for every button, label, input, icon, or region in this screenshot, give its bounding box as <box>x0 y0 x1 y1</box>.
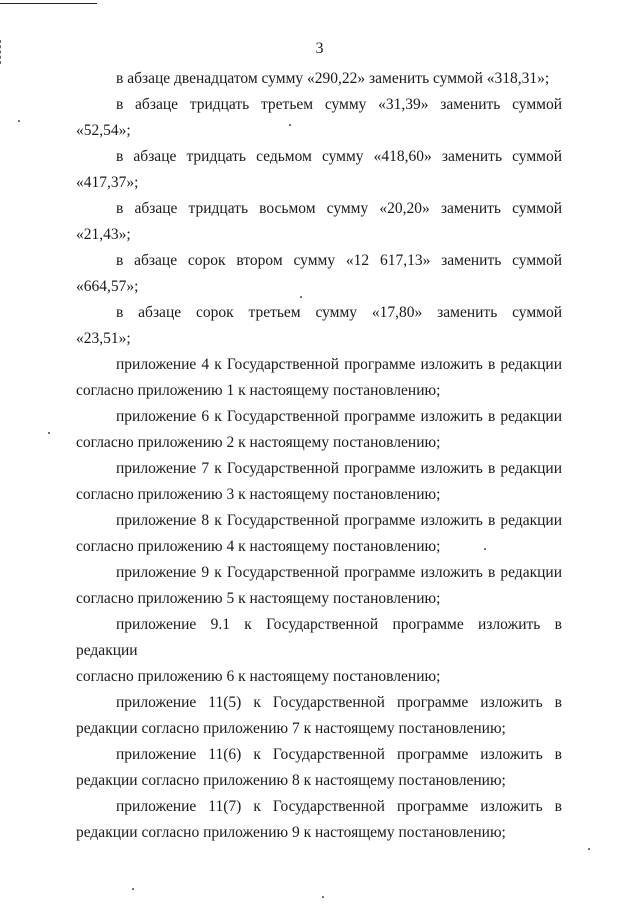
document-body <box>76 66 562 846</box>
paragraph-continuation-line: согласно приложению 5 к настоящему постановлению; <box>76 590 441 607</box>
paragraph <box>76 66 562 92</box>
page-number: 3 <box>315 40 324 57</box>
paragraph <box>76 690 562 742</box>
paragraph-continuation-line: согласно приложению 1 к настоящему постановлению; <box>76 382 441 399</box>
paragraph-first-line: в абзаце тридцать седьмом сумму «418,60» заменить суммой <box>116 148 562 165</box>
scan-edge-line <box>0 3 97 4</box>
paragraph <box>76 196 562 248</box>
paragraph-first-line: приложение 11(6) к Государственной программе изложить в <box>116 746 562 763</box>
paragraph-continuation-line: редакции согласно приложению 9 к настоящему постановлению; <box>76 824 506 841</box>
scan-speck <box>484 548 486 550</box>
scan-speck <box>322 896 324 898</box>
paragraph <box>76 144 562 196</box>
paragraph-first-line: приложение 9.1 к Государственной программе изложить в редакции <box>76 616 562 659</box>
paragraph <box>76 612 562 690</box>
paragraph-continuation-line: согласно приложению 3 к настоящему постановлению; <box>76 486 441 503</box>
paragraph <box>76 404 562 456</box>
paragraph-first-line: в абзаце сорок втором сумму «12 617,13» заменить суммой <box>116 252 562 269</box>
paragraph <box>76 794 562 846</box>
scan-speck <box>289 124 291 126</box>
paragraph-continuation-line: согласно приложению 4 к настоящему постановлению; <box>76 538 441 555</box>
paragraph-first-line: приложение 4 к Государственной программе изложить в редакции <box>116 356 562 373</box>
paragraph-continuation-line: «664,57»; <box>76 278 139 295</box>
paragraph <box>76 742 562 794</box>
scan-speck <box>300 296 302 298</box>
paragraph-continuation-line: редакции согласно приложению 7 к настоящему постановлению; <box>76 720 506 737</box>
paragraph-first-line: приложение 6 к Государственной программе изложить в редакции <box>116 408 562 425</box>
paragraph <box>76 508 562 560</box>
paragraph <box>76 352 562 404</box>
paragraph-continuation-line: согласно приложению 2 к настоящему постановлению; <box>76 434 441 451</box>
paragraph-continuation-line: «23,51»; <box>76 330 131 347</box>
paragraph-first-line: приложение 8 к Государственной программе изложить в редакции <box>116 512 562 529</box>
paragraph-first-line: в абзаце тридцать третьем сумму «31,39» заменить суммой <box>116 96 562 113</box>
paragraph-first-line: приложение 9 к Государственной программе изложить в редакции <box>116 564 562 581</box>
scan-speck <box>588 848 590 850</box>
paragraph-continuation-line: редакции согласно приложению 8 к настоящему постановлению; <box>76 772 506 789</box>
paragraph-first-line: в абзаце двенадцатом сумму «290,22» заменить суммой «318,31»; <box>116 70 550 87</box>
scan-speck <box>48 432 50 434</box>
scan-speck <box>132 888 134 890</box>
paragraph <box>76 456 562 508</box>
paragraph-first-line: в абзаце тридцать восьмом сумму «20,20» заменить суммой <box>116 200 562 217</box>
paragraph-continuation-line: «21,43»; <box>76 226 131 243</box>
paragraph-continuation-line: согласно приложению 6 к настоящему постановлению; <box>76 668 441 685</box>
paragraph <box>76 248 562 300</box>
paragraph <box>76 560 562 612</box>
paragraph-first-line: приложение 11(5) к Государственной программе изложить в <box>116 694 562 711</box>
paragraph-first-line: в абзаце сорок третьем сумму «17,80» заменить суммой <box>116 304 562 321</box>
paragraph-continuation-line: «417,37»; <box>76 174 139 191</box>
paragraph-first-line: приложение 7 к Государственной программе изложить в редакции <box>116 460 562 477</box>
paragraph <box>76 92 562 144</box>
scan-speck <box>18 120 20 122</box>
paragraph-first-line: приложение 11(7) к Государственной программе изложить в <box>116 798 562 815</box>
paragraph <box>76 300 562 352</box>
paragraph-continuation-line: «52,54»; <box>76 122 131 139</box>
